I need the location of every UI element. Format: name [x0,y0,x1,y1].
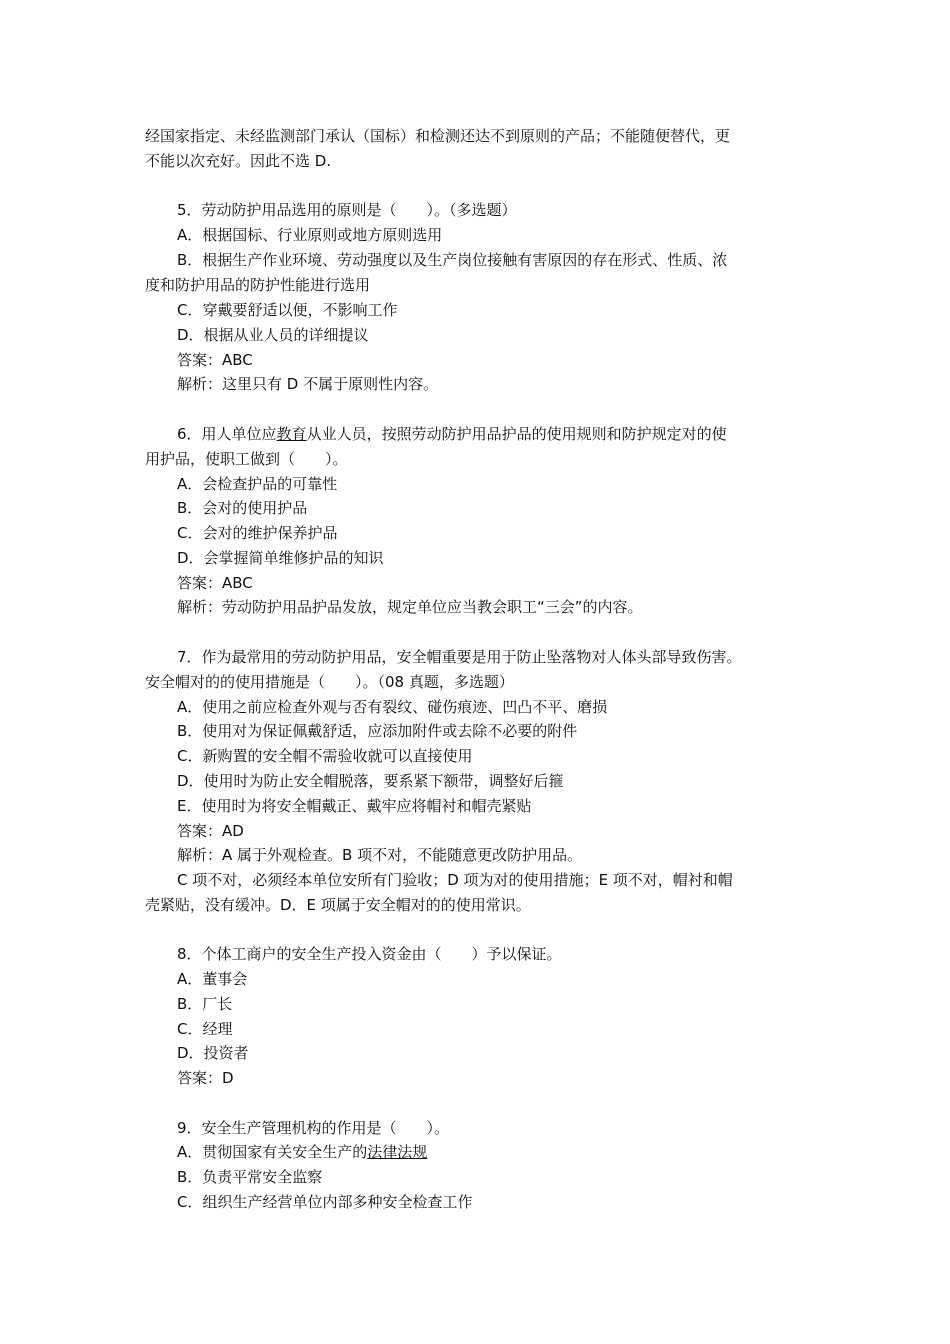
q6-stem-cont: 用护品，使职工做到（ ）。 [145,450,348,468]
q8-option-c: C．经理 [177,1020,233,1038]
q5-option-a: A．根据国标、行业原则或地方原则选用 [177,226,443,244]
q6-option-d: D．会掌握简单维修护品的知识 [177,549,384,567]
q5-stem: 5．劳动防护用品选用的原则是（ ）。（多选题） [177,201,517,219]
q6-stem-post: 从业人员，按照劳动防护用品护品的使用规则和防护规定对的使 [306,425,727,443]
q7-option-c: C．新购置的安全帽不需验收就可以直接使用 [177,747,473,765]
q7-analysis-2: C 项不对，必须经本单位安所有门验收；D 项为对的使用措施；E 项不对，帽衬和帽 [177,871,733,889]
q9-option-b: B．负责平常安全监察 [177,1168,323,1186]
q6-analysis: 解析：劳动防护用品护品发放，规定单位应当教会职工“三会”的内容。 [177,598,643,616]
q6-education-link[interactable]: 教育 [276,425,307,443]
q9-stem: 9．安全生产管理机构的作用是（ ）。 [177,1119,450,1137]
q5-analysis: 解析：这里只有 D 不属于原则性内容。 [177,375,439,393]
q7-option-d: D．使用时为防止安全帽脱落，要系紧下额带，调整好后箍 [177,772,564,790]
q6-answer: 答案：ABC [177,574,253,592]
q9-option-c: C．组织生产经营单位内部多种安全检查工作 [177,1193,473,1211]
q5-option-c: C．穿戴要舒适以便，不影响工作 [177,301,398,319]
q9-option-a [177,1142,427,1162]
q7-stem: 7．作为最常用的劳动防护用品，安全帽重要是用于防止坠落物对人体头部导致伤害。 [177,648,742,666]
q6-option-a: A．会检查护品的可靠性 [177,475,338,493]
q7-stem-cont: 安全帽对的的使用措施是（ ）。（08 真题，多选题） [145,673,514,691]
intro-line-1: 经国家指定、未经监测部门承认（国标）和检测还达不到原则的产品；不能随便替代，更 [145,127,731,145]
q8-stem: 8．个体工商户的安全生产投入资金由（ ）予以保证。 [177,945,562,963]
q7-option-b: B．使用对为保证佩戴舒适，应添加附件或去除不必要的附件 [177,722,578,740]
q6-option-c: C．会对的维护保养护品 [177,524,338,542]
q5-option-b: B．根据生产作业环境、劳动强度以及生产岗位接触有害原因的存在形式、性质、浓 [177,251,728,269]
q6-stem [177,424,727,444]
q7-option-a: A．使用之前应检查外观与否有裂纹、碰伤痕迹、凹凸不平、磨损 [177,698,608,716]
q6-stem-pre: 6．用人单位应 [177,425,277,443]
q5-option-d: D．根据从业人员的详细提议 [177,326,369,344]
intro-line-2: 不能以次充好。因此不选 D. [145,152,332,170]
q8-option-d: D．投资者 [177,1044,249,1062]
q9-option-a-text: A．贯彻国家有关安全生产的 [177,1143,368,1161]
q7-answer: 答案：AD [177,822,244,840]
q7-analysis-3: 壳紧贴，没有缓冲。D．E 项属于安全帽对的的使用常识。 [145,896,531,914]
q8-option-a: A．董事会 [177,970,248,988]
q7-analysis-1: 解析：A 属于外观检查。B 项不对，不能随意更改防护用品。 [177,846,583,864]
q7-option-e: E．使用时为将安全帽戴正、戴牢应将帽衬和帽壳紧贴 [177,797,532,815]
q5-answer: 答案：ABC [177,351,253,369]
q5-option-b-cont: 度和防护用品的防护性能进行选用 [145,276,371,294]
q9-laws-link[interactable]: 法律法规 [367,1143,428,1161]
q8-answer: 答案：D [177,1069,234,1087]
q8-option-b: B．厂长 [177,995,233,1013]
q6-option-b: B．会对的使用护品 [177,499,308,517]
